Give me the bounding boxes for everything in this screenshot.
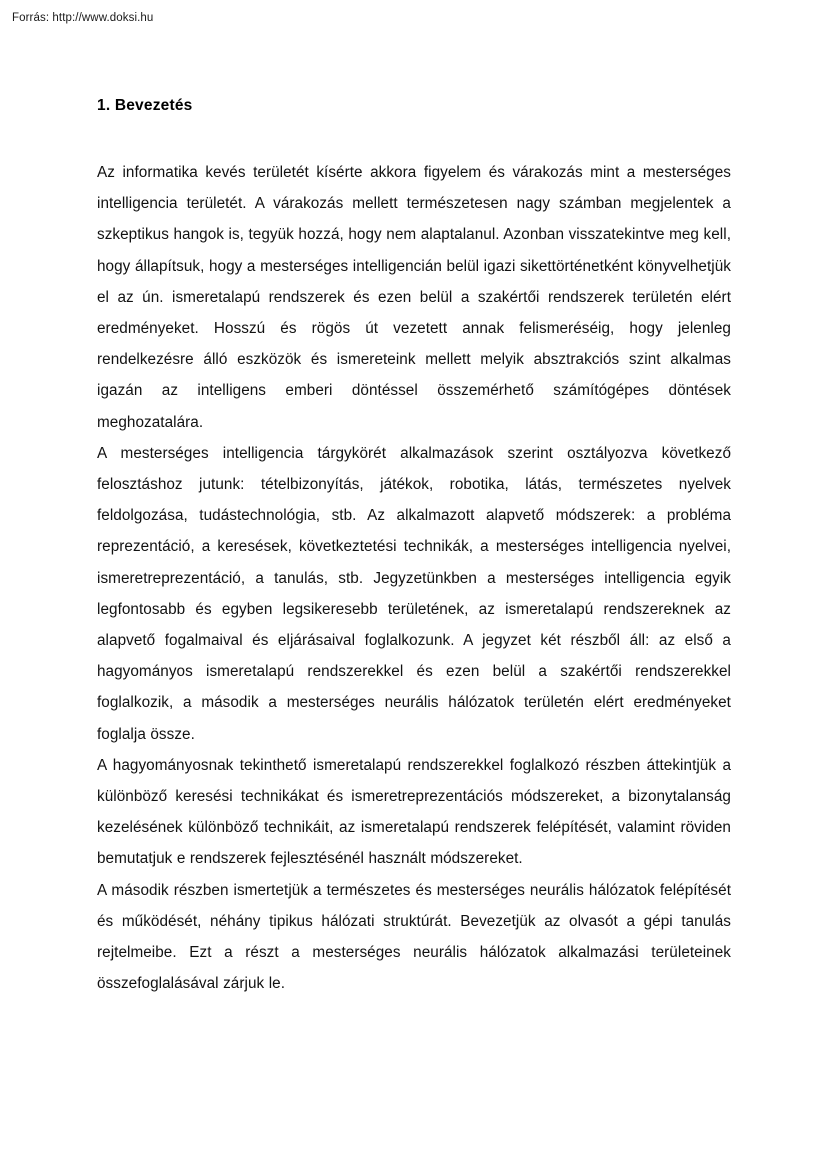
body-text-block [97,157,731,999]
source-url-header: Forrás: http://www.doksi.hu [12,12,154,24]
page-content [97,96,731,999]
page-title: 1. Bevezetés [97,97,193,114]
paragraph-2: A mesterséges intelligencia tárgykörét alkalmazások szerint osztályozva következő felosztáshoz jutunk: tételbizonyítás, játékok, robotika, látás, természetes nyelvek feldolgozása, tudástechnológia, stb. Az alkalmazott alapvető módszerek: a probléma reprezentáció, a keresések, következtetési technikák, a mesterséges intelligencia nyelvei, ismeretreprezentáció, a tanulás, stb. Jegyzetünkben a mesterséges intelligencia egyik legfontosabb és egyben legsikeresebb területének, az ismeretalapú rendszereknek az alapvető fogalmaival és eljárásaival foglalkozunk. A jegyzet két részből áll: az első a hagyományos ismeretalapú rendszerekkel és ezen belül a szakértői rendszerekkel foglalkozik, a második a mesterséges neurális hálózatok területén elért eredményeket foglalja össze. [97,444,731,743]
paragraph-1: Az informatika kevés területét kísérte akkora figyelem és várakozás mint a mesterséges intelligencia területét. A várakozás mellett természetesen nagy számban megjelentek a szkeptikus hangok is, tegyük hozzá, hogy nem alaptalanul. Azonban visszatekintve meg kell, hogy állapítsuk, hogy a mesterséges intelligencián belül igazi sikettörténetként könyvelhetjük el az ún. ismeretalapú rendszerek és ezen belül a szakértői rendszerek területén elért eredményeket. Hosszú és rögös út vezetett annak felismeréséig, hogy jelenleg rendelkezésre álló eszközök és ismereteink mellett melyik absztrakciós szint alkalmas igazán az intelligens emberi döntéssel összemérhető számítógépes döntések meghozatalára. [97,164,731,431]
paragraph-4: A második részben ismertetjük a természetes és mesterséges neurális hálózatok felépítését és működését, néhány tipikus hálózati struktúrát. Bevezetjük az olvasót a gépi tanulás rejtelmeibe. Ezt a részt a mesterséges neurális hálózatok alkalmazási területeinek összefoglalásával zárjuk le. [97,881,731,993]
paragraph-3: A hagyományosnak tekinthető ismeretalapú rendszerekkel foglalkozó részben áttekintjük a különböző keresési technikákat és ismeretreprezentációs módszereket, a bizonytalanság kezelésének különböző technikáit, az ismeretalapú rendszerek felépítését, valamint röviden bemutatjuk e rendszerek fejlesztésénél használt módszereket. [97,756,731,868]
